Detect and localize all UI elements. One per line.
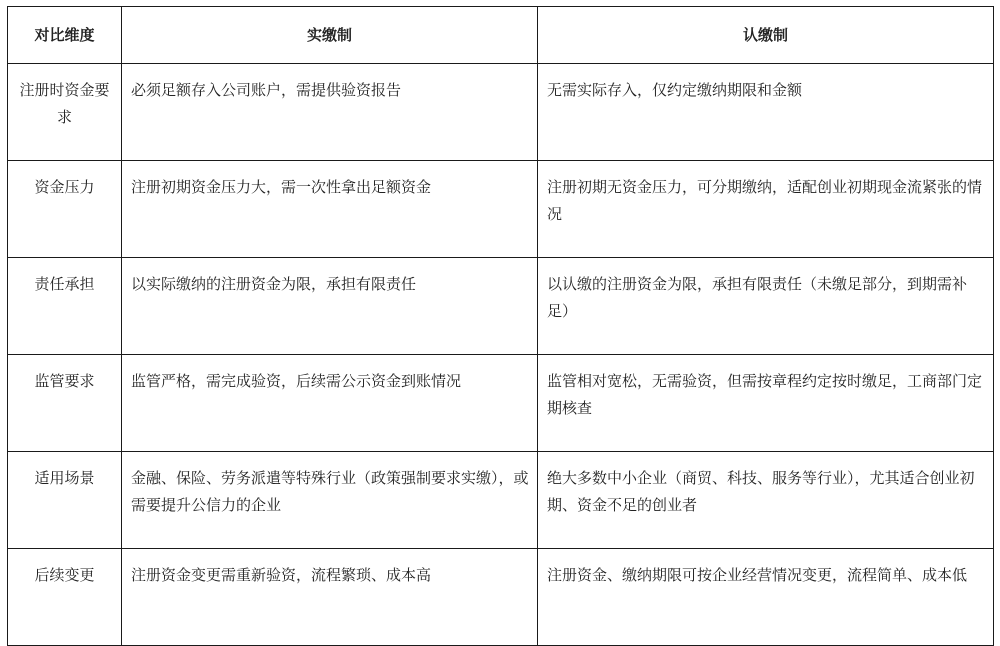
row-subscribed-cell: 以认缴的注册资金为限，承担有限责任（未缴足部分，到期需补足） [538,258,994,355]
row-subscribed-cell: 绝大多数中小企业（商贸、科技、服务等行业），尤其适合创业初期、资金不足的创业者 [538,452,994,549]
row-dimension: 适用场景 [8,452,122,549]
row-paid-in-cell: 以实际缴纳的注册资金为限，承担有限责任 [122,258,538,355]
row-paid-in-cell: 必须足额存入公司账户，需提供验资报告 [122,64,538,161]
row-paid-in-cell: 监管严格，需完成验资，后续需公示资金到账情况 [122,355,538,452]
comparison-table [7,6,994,646]
row-dimension: 责任承担 [8,258,122,355]
row-dimension: 注册时资金要求 [8,64,122,161]
table-row [8,161,994,258]
row-subscribed-cell: 无需实际存入，仅约定缴纳期限和金额 [538,64,994,161]
table-row [8,549,994,646]
row-dimension: 资金压力 [8,161,122,258]
table-header-row [8,7,994,64]
row-paid-in-cell: 注册资金变更需重新验资，流程繁琐、成本高 [122,549,538,646]
header-paid-in: 实缴制 [122,7,538,64]
table-row [8,64,994,161]
row-paid-in-cell: 注册初期资金压力大，需一次性拿出足额资金 [122,161,538,258]
header-subscribed: 认缴制 [538,7,994,64]
row-paid-in-cell: 金融、保险、劳务派遣等特殊行业（政策强制要求实缴），或需要提升公信力的企业 [122,452,538,549]
row-subscribed-cell: 注册初期无资金压力，可分期缴纳，适配创业初期现金流紧张的情况 [538,161,994,258]
table-row [8,355,994,452]
row-subscribed-cell: 注册资金、缴纳期限可按企业经营情况变更，流程简单、成本低 [538,549,994,646]
row-dimension: 后续变更 [8,549,122,646]
table-row [8,452,994,549]
table-row [8,258,994,355]
row-dimension: 监管要求 [8,355,122,452]
header-dimension: 对比维度 [8,7,122,64]
row-subscribed-cell: 监管相对宽松，无需验资，但需按章程约定按时缴足，工商部门定期核查 [538,355,994,452]
